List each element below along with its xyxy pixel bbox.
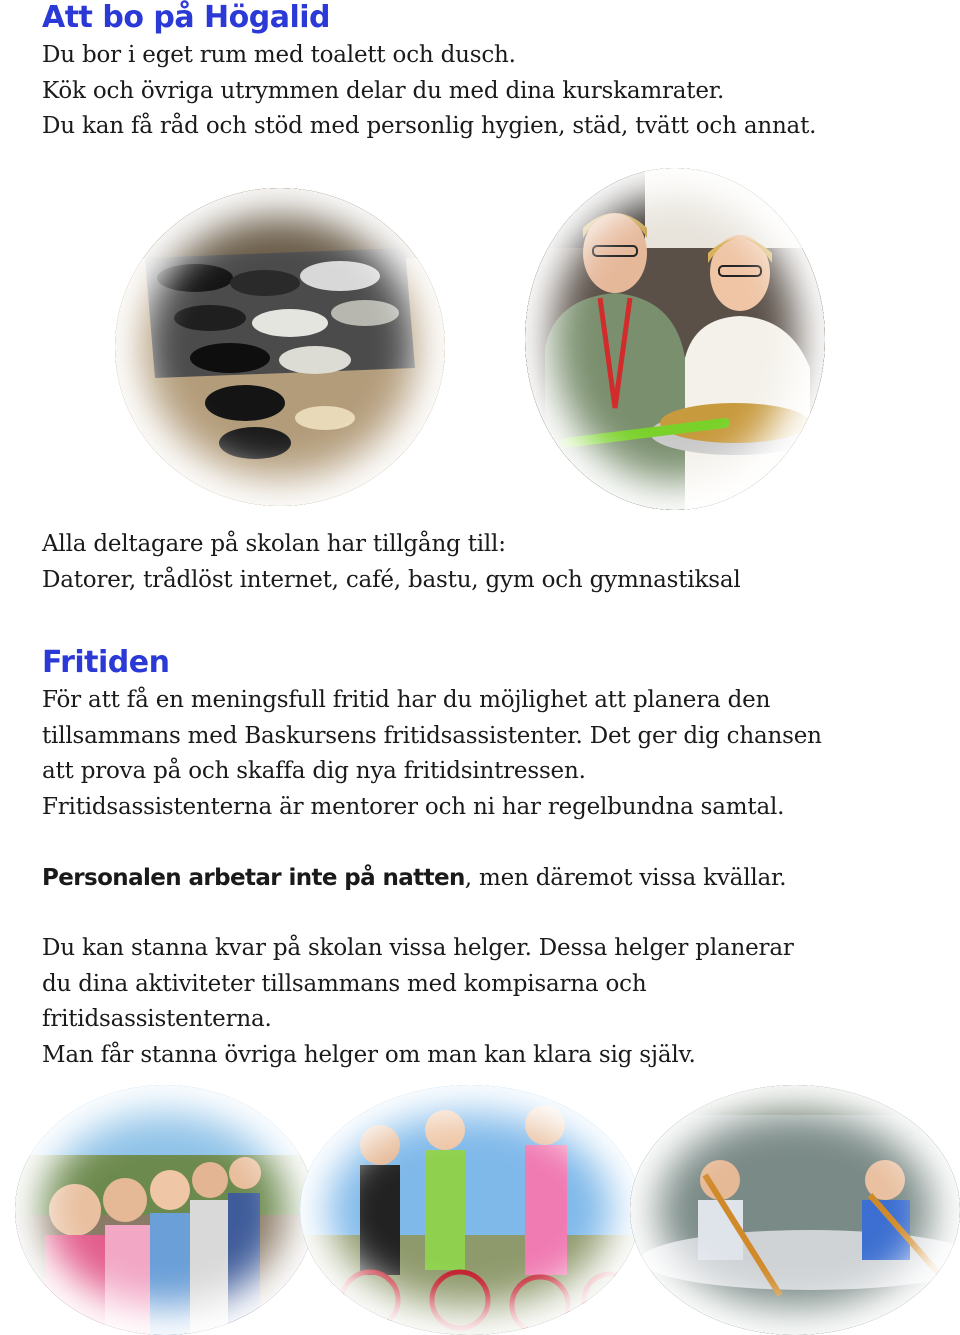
- group-sitting-illustration: [15, 1085, 315, 1335]
- heading-att-bo: Att bo på Högalid: [42, 0, 331, 35]
- text-line: Du bor i eget rum med toalett och dusch.: [42, 42, 516, 68]
- weekend-paragraph: [42, 931, 794, 1073]
- text-line: Alla deltagare på skolan har tillgång till:: [42, 531, 506, 557]
- housing-paragraph: [42, 38, 816, 145]
- staff-rest-text: , men däremot vissa kvällar.: [464, 865, 787, 891]
- canoe-photo: [630, 1085, 960, 1335]
- text-line: Du kan stanna kvar på skolan vissa helger. Dessa helger planerar: [42, 935, 794, 961]
- text-line: För att få en meningsfull fritid har du möjlighet att planera den: [42, 687, 771, 713]
- text-line: att prova på och skaffa dig nya fritidsintressen.: [42, 758, 586, 784]
- heading-fritiden: Fritiden: [42, 645, 170, 680]
- text-line: Fritidsassistenterna är mentorer och ni har regelbundna samtal.: [42, 793, 785, 820]
- kitchen-illustration: [525, 168, 825, 510]
- group-sitting-photo: [15, 1085, 315, 1335]
- kitchen-photo: [525, 168, 825, 510]
- canoe-illustration: [630, 1085, 960, 1335]
- shoes-illustration: [115, 188, 445, 506]
- text-line: Man får stanna övriga helger om man kan klara sig själv.: [42, 1041, 696, 1068]
- text-line: fritidsassistenterna.: [42, 1006, 272, 1032]
- text-line: Kök och övriga utrymmen delar du med dina kurskamrater.: [42, 77, 725, 104]
- staff-paragraph: [42, 861, 786, 897]
- access-paragraph: [42, 527, 741, 598]
- shoes-photo: [115, 188, 445, 506]
- staff-bold-text: Personalen arbetar inte på natten: [42, 865, 465, 891]
- bicycles-photo: [300, 1085, 640, 1335]
- leisure-paragraph: [42, 683, 822, 825]
- text-line: du dina aktiviteter tillsammans med kompisarna och: [42, 970, 647, 997]
- text-line: Du kan få råd och stöd med personlig hygien, städ, tvätt och annat.: [42, 113, 817, 139]
- text-line: Datorer, trådlöst internet, café, bastu, gym och gymnastiksal: [42, 566, 741, 593]
- bicycles-illustration: [300, 1085, 640, 1335]
- text-line: tillsammans med Baskursens fritidsassistenter. Det ger dig chansen: [42, 722, 822, 749]
